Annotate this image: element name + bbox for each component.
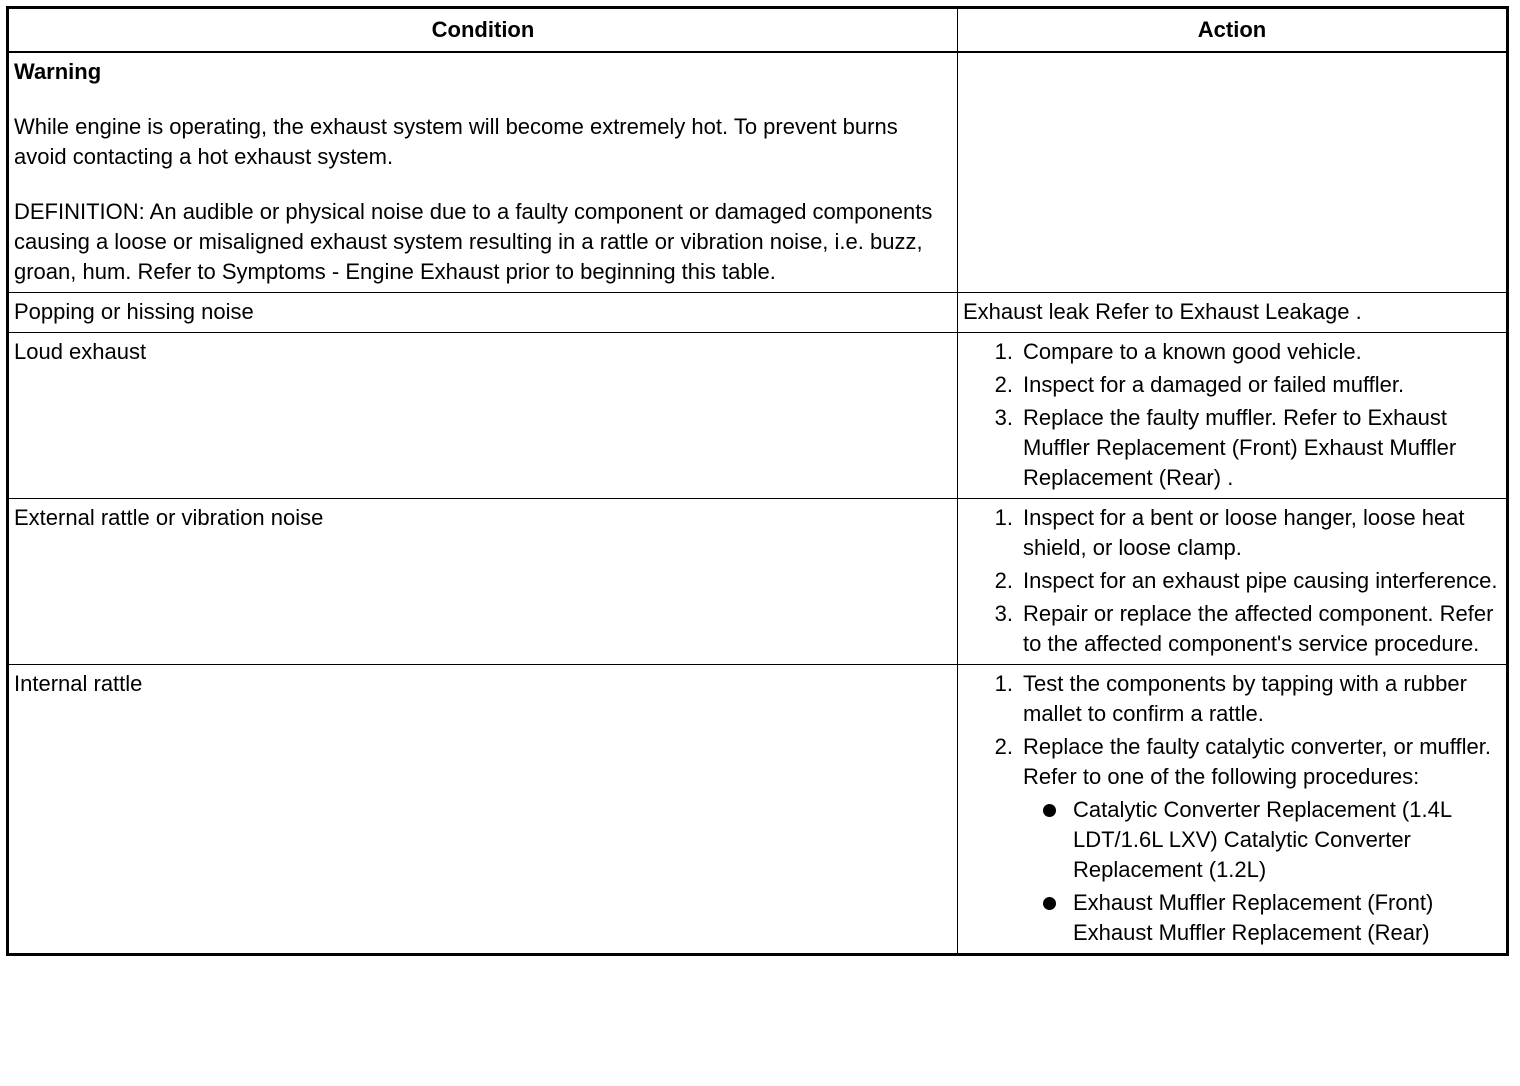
step-number: 1. bbox=[994, 671, 1013, 696]
step-item bbox=[963, 599, 1501, 659]
step-number: 3. bbox=[994, 601, 1013, 626]
warning-title: Warning bbox=[14, 59, 102, 84]
bullet-text: Catalytic Converter Replacement (1.4L LDT/1.6L LXV) Catalytic Converter Replacement (1.2L) bbox=[1073, 797, 1452, 882]
step-number: 1. bbox=[994, 505, 1013, 530]
table-row bbox=[8, 333, 1508, 499]
condition-cell: External rattle or vibration noise bbox=[8, 499, 958, 665]
step-list bbox=[963, 337, 1501, 493]
step-number: 2. bbox=[994, 734, 1013, 759]
bullet-item bbox=[1023, 795, 1501, 885]
step-text: Repair or replace the affected component. Refer to the affected component's service procedure. bbox=[1023, 601, 1494, 656]
condition-cell: Popping or hissing noise bbox=[8, 293, 958, 333]
step-text: Inspect for a bent or loose hanger, loose heat shield, or loose clamp. bbox=[1023, 505, 1465, 560]
step-item bbox=[963, 566, 1501, 596]
warning-action-cell bbox=[958, 52, 1508, 293]
step-text: Test the components by tapping with a rubber mallet to confirm a rattle. bbox=[1023, 671, 1467, 726]
action-cell bbox=[958, 333, 1508, 499]
action-cell: Exhaust leak Refer to Exhaust Leakage . bbox=[958, 293, 1508, 333]
condition-cell: Internal rattle bbox=[8, 665, 958, 955]
bullet-dot-icon bbox=[1023, 888, 1073, 918]
step-number: 2. bbox=[994, 372, 1013, 397]
step-list bbox=[963, 503, 1501, 659]
procedure-document bbox=[6, 6, 1506, 956]
step-item bbox=[963, 337, 1501, 367]
step-list bbox=[963, 669, 1501, 948]
bullet-text: Exhaust Muffler Replacement (Front) Exhaust Muffler Replacement (Rear) bbox=[1073, 890, 1434, 945]
header-condition: Condition bbox=[8, 8, 958, 53]
step-text: Inspect for a damaged or failed muffler. bbox=[1023, 372, 1405, 397]
warning-text: While engine is operating, the exhaust system will become extremely hot. To prevent burns avoid contacting a hot exhaust system. bbox=[14, 114, 898, 169]
step-number: 1. bbox=[994, 339, 1013, 364]
step-text: Inspect for an exhaust pipe causing interference. bbox=[1023, 568, 1498, 593]
step-item bbox=[963, 732, 1501, 948]
step-text: Replace the faulty muffler. Refer to Exhaust Muffler Replacement (Front) Exhaust Muffler Replacement (Rear) . bbox=[1023, 405, 1457, 490]
header-row bbox=[8, 8, 1508, 53]
procedure-bullet-list bbox=[1023, 795, 1501, 948]
condition-cell: Loud exhaust bbox=[8, 333, 958, 499]
action-cell bbox=[958, 665, 1508, 955]
step-body bbox=[1013, 732, 1501, 948]
bullet-dot-icon bbox=[1023, 795, 1073, 825]
definition-text: DEFINITION: An audible or physical noise due to a faulty component or damaged components causing a loose or misaligned exhaust system resulting in a rattle or vibration noise, i.e. buzz, groan, hum. Refer to Symptoms - Engine Exhaust prior to beginning this table. bbox=[14, 199, 933, 284]
warning-row bbox=[8, 52, 1508, 293]
step-item bbox=[963, 370, 1501, 400]
step-number: 2. bbox=[994, 568, 1013, 593]
step-number: 3. bbox=[994, 405, 1013, 430]
table-row bbox=[8, 499, 1508, 665]
table-row bbox=[8, 665, 1508, 955]
warning-cell bbox=[8, 52, 958, 293]
step-text: Compare to a known good vehicle. bbox=[1023, 339, 1362, 364]
step-text: Replace the faulty catalytic converter, or muffler. Refer to one of the following procedures: bbox=[1023, 734, 1491, 789]
step-item bbox=[963, 503, 1501, 563]
bullet-item bbox=[1023, 888, 1501, 948]
header-action: Action bbox=[958, 8, 1508, 53]
step-item bbox=[963, 669, 1501, 729]
action-cell bbox=[958, 499, 1508, 665]
step-item bbox=[963, 403, 1501, 493]
table-row bbox=[8, 293, 1508, 333]
symptom-table bbox=[6, 6, 1509, 956]
